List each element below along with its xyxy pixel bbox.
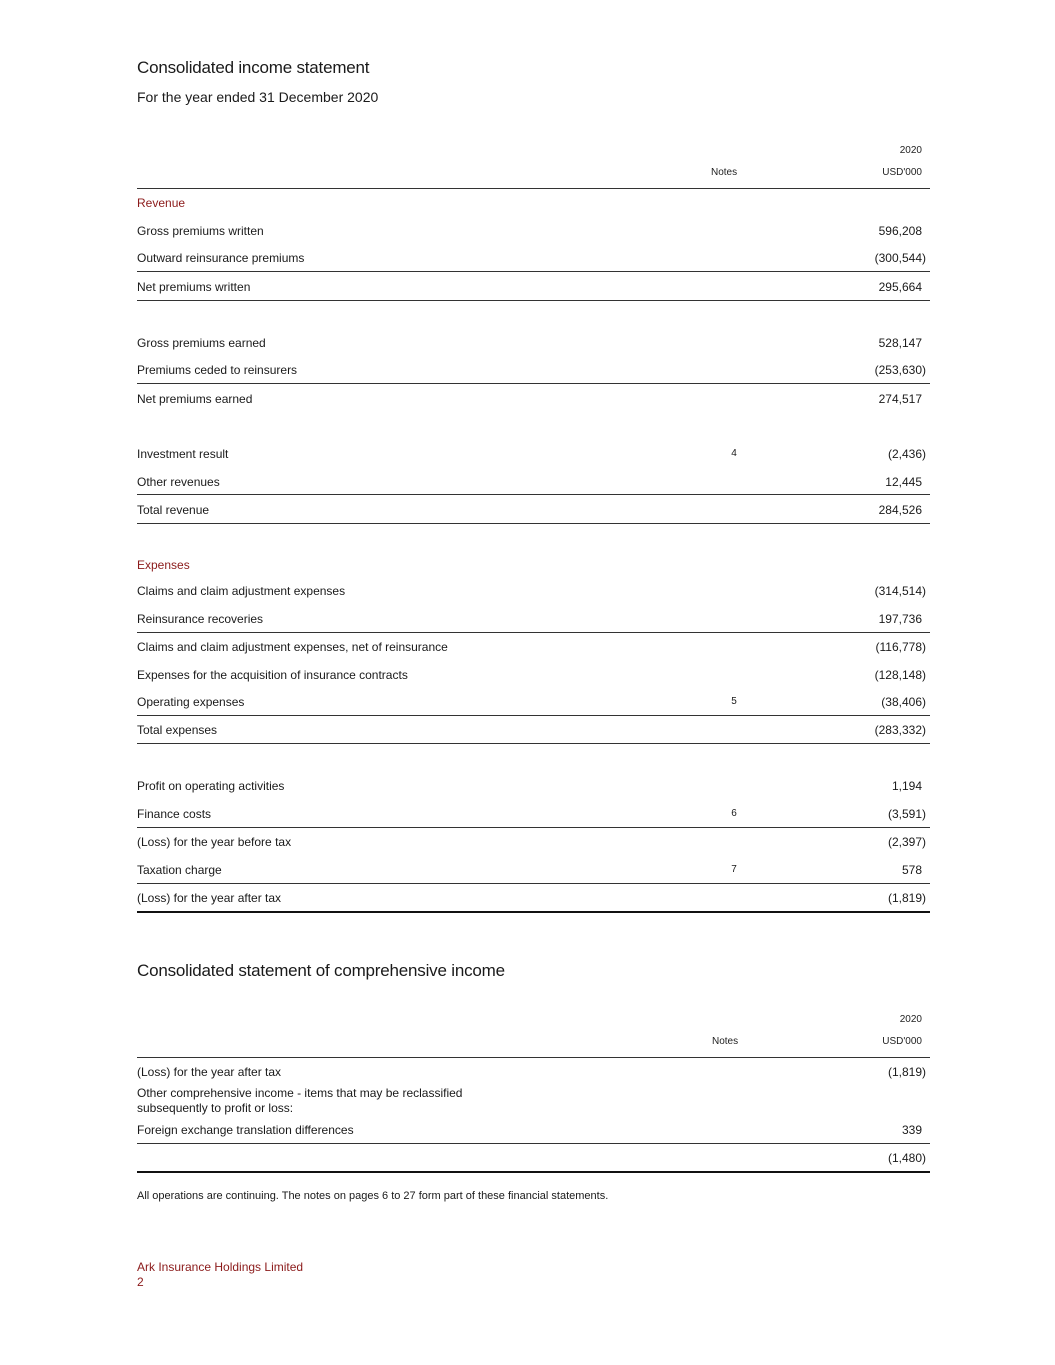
row-value: (1,819)	[887, 1065, 926, 1079]
divider	[137, 827, 930, 828]
row-value: (253,630)	[874, 363, 926, 377]
page-title: Consolidated income statement	[137, 58, 370, 77]
row-value: 578	[901, 863, 922, 877]
row-label: Net premiums earned	[137, 392, 253, 406]
table-row	[137, 584, 930, 600]
table-row	[137, 640, 930, 656]
table-row	[137, 612, 930, 628]
column-notes: Notes	[711, 167, 738, 178]
section-heading-revenue	[137, 196, 930, 212]
table-row	[137, 363, 930, 379]
table-row	[137, 251, 930, 267]
table-row	[137, 779, 930, 795]
row-label: Outward reinsurance premiums	[137, 251, 305, 265]
table-row	[137, 835, 930, 851]
row-value: (116,778)	[875, 640, 926, 654]
row-label: (Loss) for the year before tax	[137, 835, 292, 849]
table-row	[137, 723, 930, 739]
row-value: 274,517	[878, 392, 922, 406]
row-value: (1,480)	[887, 1151, 926, 1165]
row-value: (38,406)	[881, 695, 926, 709]
table-row	[137, 336, 930, 352]
row-label: Claims and claim adjustment expenses	[137, 584, 346, 598]
table-row	[137, 668, 930, 684]
divider	[137, 271, 930, 272]
row-label: Total expenses	[137, 723, 218, 737]
divider	[137, 1143, 930, 1144]
table-row	[137, 475, 930, 491]
row-value: (2,436)	[887, 447, 926, 461]
row-value: (3,591)	[887, 807, 926, 821]
row-label: Claims and claim adjustment expenses, net of reinsurance	[137, 640, 448, 654]
row-label: Foreign exchange translation differences	[137, 1123, 354, 1137]
table-row	[137, 863, 930, 879]
row-label: Expenses for the acquisition of insurance contracts	[137, 668, 408, 682]
row-value: (314,514)	[874, 584, 926, 598]
row-value: (2,397)	[887, 835, 926, 849]
table-row	[137, 280, 930, 296]
row-value: 295,664	[878, 280, 922, 294]
row-value: 339	[901, 1123, 922, 1137]
table-row	[137, 695, 930, 711]
row-label: Gross premiums earned	[137, 336, 266, 350]
table-row	[137, 1065, 930, 1081]
column-year: 2020	[899, 1014, 922, 1025]
divider	[137, 743, 930, 744]
row-label: Gross premiums written	[137, 224, 264, 238]
section-label: Expenses	[137, 558, 190, 572]
table-row	[137, 224, 930, 240]
table-row	[137, 891, 930, 907]
column-year: 2020	[899, 145, 922, 156]
row-label: Taxation charge	[137, 863, 222, 877]
row-value: 528,147	[878, 336, 922, 350]
divider	[137, 523, 930, 524]
column-unit: USD'000	[882, 1036, 922, 1047]
row-value: 197,736	[878, 612, 922, 626]
row-label: subsequently to profit or loss:	[137, 1101, 294, 1115]
row-label: Finance costs	[137, 807, 212, 821]
divider	[137, 188, 930, 189]
table-row	[137, 503, 930, 519]
table-row-heading	[137, 1086, 462, 1116]
section-heading-expenses	[137, 558, 930, 574]
divider	[137, 883, 930, 884]
table-row-total	[137, 1151, 930, 1167]
row-label: Premiums ceded to reinsurers	[137, 363, 298, 377]
row-label: (Loss) for the year after tax	[137, 1065, 282, 1079]
row-label: (Loss) for the year after tax	[137, 891, 282, 905]
divider-total	[137, 911, 930, 913]
table-row	[137, 392, 930, 408]
divider	[137, 632, 930, 633]
row-label: Profit on operating activities	[137, 779, 285, 793]
row-label: Other revenues	[137, 475, 220, 489]
column-notes: Notes	[712, 1036, 739, 1047]
row-label: Total revenue	[137, 503, 210, 517]
footer-company: Ark Insurance Holdings Limited	[137, 1260, 304, 1274]
section-label: Revenue	[137, 196, 186, 210]
section-title: Consolidated statement of comprehensive income	[137, 961, 505, 980]
divider	[137, 383, 930, 384]
row-value: (300,544)	[874, 251, 926, 265]
divider	[137, 300, 930, 301]
table-row	[137, 807, 930, 823]
note-reference: 6	[731, 808, 737, 819]
table-row	[137, 1123, 930, 1139]
row-label: Net premiums written	[137, 280, 251, 294]
footnote: All operations are continuing. The notes on pages 6 to 27 form part of these financial statements.	[137, 1190, 609, 1202]
note-reference: 4	[731, 448, 737, 459]
row-label: Investment result	[137, 447, 229, 461]
row-value: (128,148)	[874, 668, 926, 682]
row-label: Other comprehensive income - items that may be reclassified	[137, 1086, 463, 1100]
row-value: 596,208	[878, 224, 922, 238]
row-value: 284,526	[878, 503, 922, 517]
row-value: 12,445	[885, 475, 922, 489]
row-value: (283,332)	[874, 723, 926, 737]
table-row	[137, 447, 930, 463]
page-subtitle: For the year ended 31 December 2020	[137, 89, 379, 105]
column-unit: USD'000	[882, 167, 922, 178]
divider	[137, 1057, 930, 1058]
note-reference: 7	[731, 864, 737, 875]
row-value: (1,819)	[887, 891, 926, 905]
divider	[137, 494, 930, 495]
row-label: Operating expenses	[137, 695, 245, 709]
page-number: 2	[137, 1275, 144, 1289]
note-reference: 5	[731, 696, 737, 707]
row-value: 1,194	[891, 779, 922, 793]
divider-total	[137, 1171, 930, 1173]
row-label: Reinsurance recoveries	[137, 612, 264, 626]
divider	[137, 715, 930, 716]
